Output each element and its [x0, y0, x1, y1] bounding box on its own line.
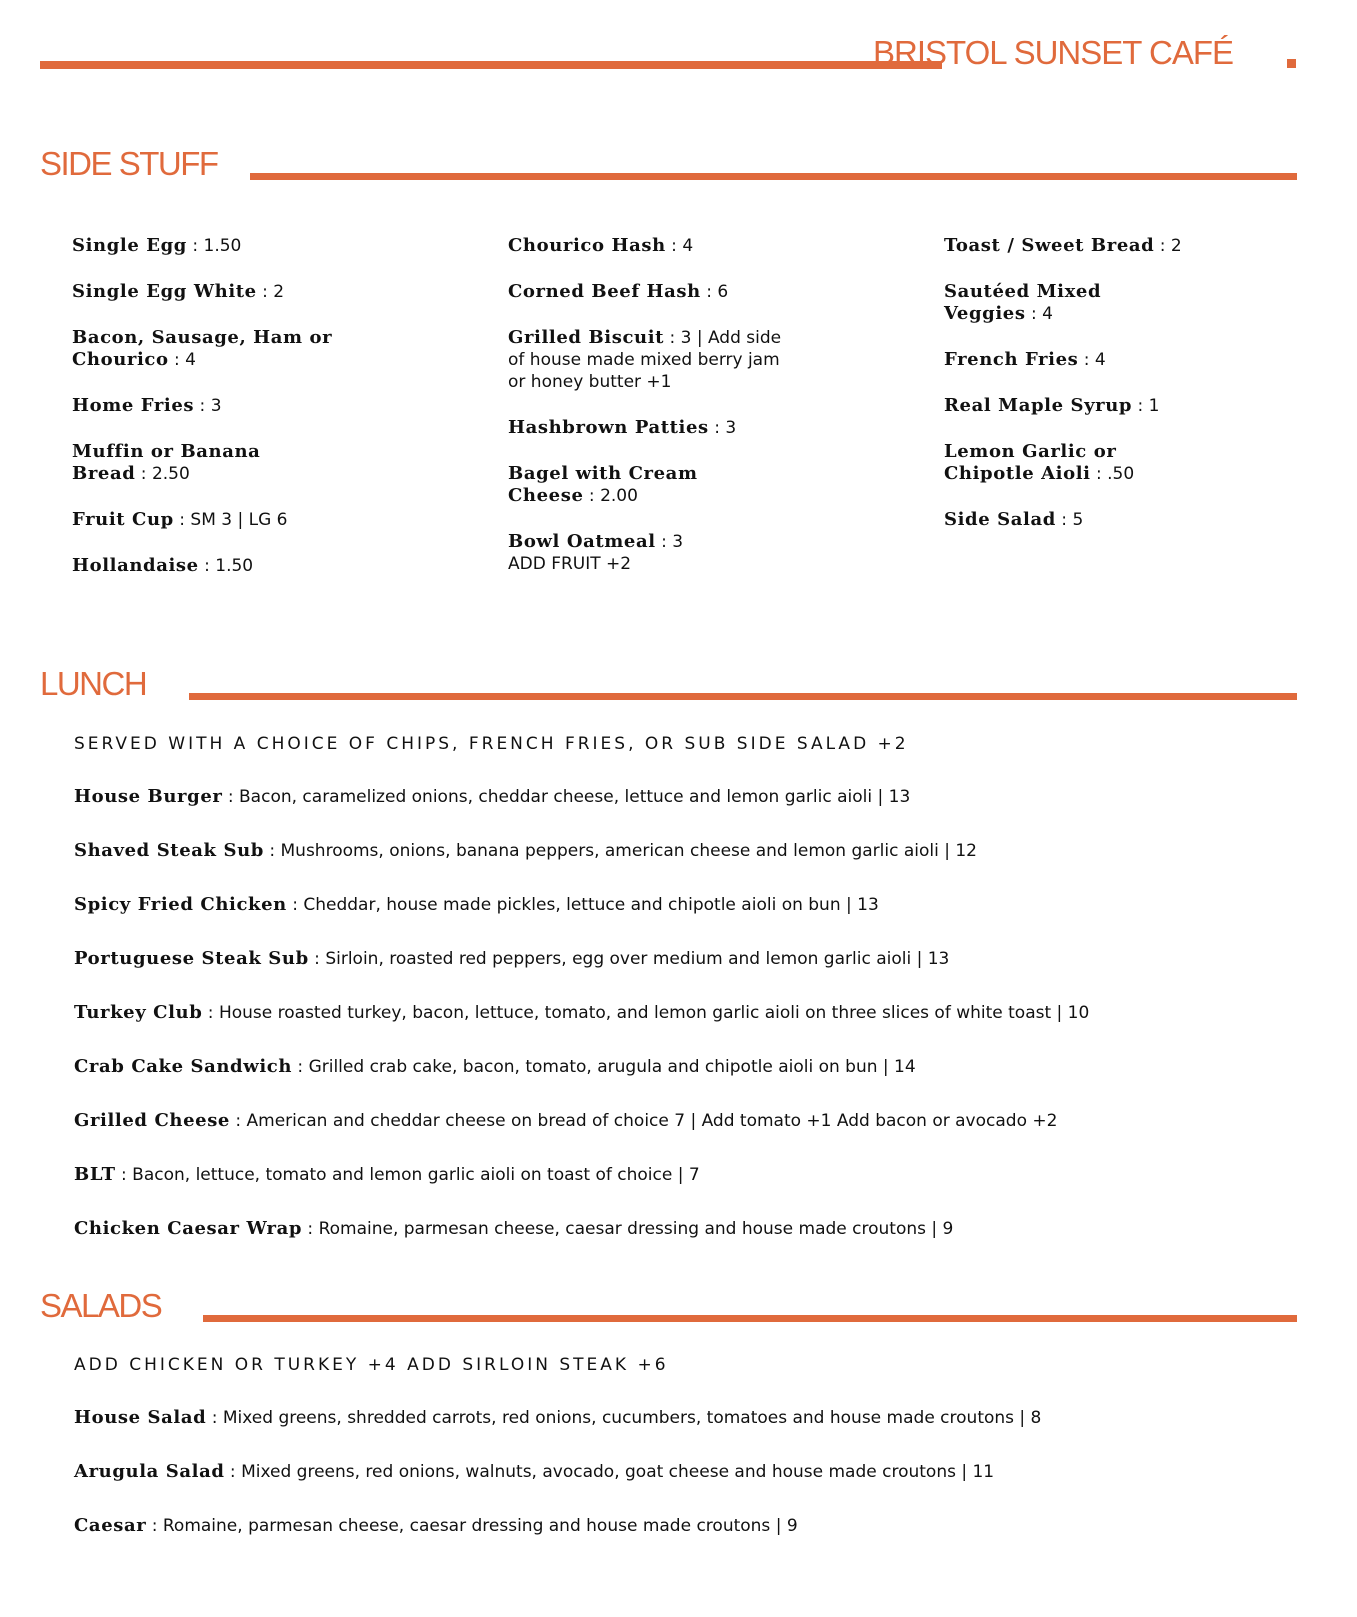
- side-item-name: Hashbrown Patties: [508, 417, 709, 438]
- menu-item-desc: Bacon, lettuce, tomato and lemon garlic aioli on toast of choice | 7: [132, 1165, 700, 1185]
- menu-item-name: Chicken Caesar Wrap: [74, 1218, 303, 1239]
- side-item: Hashbrown Patties : 3: [508, 417, 737, 438]
- menu-item-desc: Romaine, parmesan cheese, caesar dressing and house made croutons | 9: [162, 1516, 798, 1536]
- side-item-price: 5: [1072, 510, 1084, 530]
- menu-row: Arugula Salad : Mixed greens, red onions, walnuts, avocado, goat cheese and house made croutons | 11: [74, 1461, 995, 1482]
- menu-item-desc: Bacon, caramelized onions, cheddar cheese, lettuce and lemon garlic aioli | 13: [239, 787, 911, 807]
- side-item-price: 3 | Add side of house made mixed berry jam or honey butter +1: [508, 328, 782, 392]
- menu-row: Crab Cake Sandwich : Grilled crab cake, bacon, tomato, arugula and chipotle aioli on bun | 14: [74, 1056, 916, 1077]
- side-item-name: Toast / Sweet Bread: [944, 235, 1155, 256]
- lunch-items: [74, 786, 1304, 1272]
- side-column-2: [508, 235, 798, 599]
- lunch-heading-block: [40, 660, 1297, 700]
- menu-item-desc: Romaine, parmesan cheese, caesar dressing and house made croutons | 9: [318, 1219, 954, 1239]
- side-item-price: 2.00: [600, 486, 638, 506]
- side-item-name: Hollandaise: [72, 555, 199, 576]
- side-item-name: Side Salad: [944, 509, 1056, 530]
- side-item-price: 2.50: [151, 464, 190, 484]
- side-item-name: Real Maple Syrup: [944, 395, 1133, 416]
- side-item-price: 2: [1170, 236, 1182, 256]
- menu-row: Portuguese Steak Sub : Sirloin, roasted red peppers, egg over medium and lemon garlic aioli | 13: [74, 948, 950, 969]
- side-item-price: SM 3 | LG 6: [190, 510, 288, 530]
- side-column-1: [72, 235, 372, 601]
- menu-item-desc: Mushrooms, onions, banana peppers, american cheese and lemon garlic aioli | 12: [280, 841, 978, 861]
- side-item: Bowl Oatmeal : 3 ADD FRUIT +2: [508, 531, 684, 574]
- side-item-name: Lemon Garlic or Chipotle Aioli: [944, 441, 1117, 484]
- side-item: Fruit Cup : SM 3 | LG 6: [72, 509, 288, 530]
- side-stuff-rule: [250, 173, 1297, 180]
- side-item-price: 4: [1042, 304, 1053, 324]
- side-item-price: 6: [717, 282, 729, 302]
- side-item-name: Home Fries: [72, 395, 195, 416]
- side-item: Single Egg White : 2: [72, 281, 285, 302]
- side-item-name: Grilled Biscuit: [508, 327, 665, 348]
- side-item-price: 1.50: [215, 556, 254, 576]
- side-item-name: Corned Beef Hash: [508, 281, 701, 302]
- side-item: Toast / Sweet Bread : 2: [944, 235, 1182, 256]
- header-rule: [40, 61, 942, 69]
- side-item: Muffin or Banana Bread : 2.50: [72, 441, 261, 484]
- side-item-note: ADD FRUIT +2: [508, 554, 632, 574]
- side-item-name: Fruit Cup: [72, 509, 174, 530]
- side-item: Hollandaise : 1.50: [72, 555, 254, 576]
- side-item-price: 1.50: [203, 236, 242, 256]
- menu-item-desc: Sirloin, roasted red peppers, egg over medium and lemon garlic aioli | 13: [325, 949, 950, 969]
- side-item-name: French Fries: [944, 349, 1079, 370]
- menu-item-desc: Grilled crab cake, bacon, tomato, arugula and chipotle aioli on bun | 14: [308, 1057, 916, 1077]
- salads-subtitle: ADD CHICKEN OR TURKEY +4 ADD SIRLOIN STEAK +6: [74, 1355, 669, 1375]
- brand-title: BRISTOL SUNSET CAFÉ: [873, 34, 1233, 71]
- side-item: Single Egg : 1.50: [72, 235, 242, 256]
- side-item: Real Maple Syrup : 1: [944, 395, 1160, 416]
- menu-item-name: Caesar: [74, 1515, 147, 1536]
- menu-item-desc: Cheddar, house made pickles, lettuce and chipotle aioli on bun | 13: [303, 895, 879, 915]
- side-item-name: Chourico Hash: [508, 235, 666, 256]
- side-item: Lemon Garlic or Chipotle Aioli : .50: [944, 441, 1135, 484]
- side-item-name: Muffin or Banana Bread: [72, 441, 261, 484]
- side-item: French Fries : 4: [944, 349, 1106, 370]
- side-item-name: Bacon, Sausage, Ham or Chourico: [72, 327, 333, 370]
- menu-item-name: Arugula Salad: [74, 1461, 225, 1482]
- menu-row: Caesar : Romaine, parmesan cheese, caesar dressing and house made croutons | 9: [74, 1515, 798, 1536]
- side-item-price: 3: [672, 532, 684, 552]
- section-title-side-stuff: SIDE STUFF: [40, 145, 218, 182]
- side-item-name: Bagel with Cream Cheese: [508, 463, 698, 506]
- side-item-price: 4: [185, 350, 196, 370]
- salad-items: [74, 1407, 1304, 1569]
- side-item-name: Bowl Oatmeal: [508, 531, 656, 552]
- menu-item-desc: Mixed greens, shredded carrots, red onions, cucumbers, tomatoes and house made croutons | 8: [222, 1408, 1042, 1428]
- menu-row: House Burger : Bacon, caramelized onions, cheddar cheese, lettuce and lemon garlic aioli | 13: [74, 786, 911, 807]
- menu-item-desc: House roasted turkey, bacon, lettuce, tomato, and lemon garlic aioli on three slices of white toast | 10: [218, 1003, 1090, 1023]
- menu-item-name: Shaved Steak Sub: [74, 840, 264, 861]
- menu-item-name: Crab Cake Sandwich: [74, 1056, 293, 1077]
- side-item-name: Single Egg White: [72, 281, 257, 302]
- side-item: Grilled Biscuit : 3 | Add side of house made mixed berry jam or honey butter +1: [508, 327, 782, 392]
- menu-item-name: Turkey Club: [74, 1002, 203, 1023]
- brand-square-mark: [1287, 59, 1296, 68]
- menu-row: BLT : Bacon, lettuce, tomato and lemon garlic aioli on toast of choice | 7: [74, 1164, 700, 1185]
- side-column-3: [944, 235, 1244, 555]
- side-item-price: 2: [273, 282, 285, 302]
- menu-row: Chicken Caesar Wrap : Romaine, parmesan cheese, caesar dressing and house made croutons | 9: [74, 1218, 954, 1239]
- side-item: Bacon, Sausage, Ham or Chourico : 4: [72, 327, 333, 370]
- side-item-name: Sautéed Mixed Veggies: [944, 281, 1102, 324]
- side-item: Chourico Hash : 4: [508, 235, 694, 256]
- side-item-price: .50: [1107, 464, 1135, 484]
- lunch-rule: [189, 693, 1297, 700]
- section-title-lunch: LUNCH: [40, 665, 147, 702]
- side-item: Side Salad : 5: [944, 509, 1084, 530]
- side-item: Corned Beef Hash : 6: [508, 281, 729, 302]
- side-item-name: Single Egg: [72, 235, 187, 256]
- menu-item-name: House Salad: [74, 1407, 207, 1428]
- menu-row: Turkey Club : House roasted turkey, bacon, lettuce, tomato, and lemon garlic aioli on three slices of white toast | 10: [74, 1002, 1090, 1023]
- side-item-price: 3: [210, 396, 222, 416]
- side-item-price: 4: [1094, 350, 1106, 370]
- menu-item-name: Portuguese Steak Sub: [74, 948, 309, 969]
- menu-row: Grilled Cheese : American and cheddar cheese on bread of choice 7 | Add tomato +1 Add bacon or avocado +2: [74, 1110, 1058, 1131]
- side-item: Sautéed Mixed Veggies : 4: [944, 281, 1102, 324]
- salads-heading-block: [40, 1282, 1297, 1322]
- side-item: Bagel with Cream Cheese : 2.00: [508, 463, 698, 506]
- side-item-price: 3: [725, 418, 737, 438]
- menu-item-name: House Burger: [74, 786, 223, 807]
- side-item: Home Fries : 3: [72, 395, 222, 416]
- menu-item-name: Grilled Cheese: [74, 1110, 230, 1131]
- side-item-price: 1: [1148, 396, 1160, 416]
- menu-item-name: Spicy Fried Chicken: [74, 894, 287, 915]
- side-stuff-heading-block: [40, 140, 1297, 180]
- menu-row: Shaved Steak Sub : Mushrooms, onions, banana peppers, american cheese and lemon garlic aioli | 12: [74, 840, 978, 861]
- menu-item-desc: Mixed greens, red onions, walnuts, avocado, goat cheese and house made croutons | 11: [241, 1462, 995, 1482]
- menu-row: House Salad : Mixed greens, shredded carrots, red onions, cucumbers, tomatoes and house made croutons | 8: [74, 1407, 1042, 1428]
- lunch-subtitle: SERVED WITH A CHOICE OF CHIPS, FRENCH FRIES, OR SUB SIDE SALAD +2: [74, 734, 909, 754]
- menu-row: Spicy Fried Chicken : Cheddar, house made pickles, lettuce and chipotle aioli on bun | 13: [74, 894, 879, 915]
- salads-rule: [203, 1315, 1297, 1322]
- section-title-salads: SALADS: [40, 1287, 162, 1324]
- side-item-price: 4: [682, 236, 694, 256]
- menu-item-desc: American and cheddar cheese on bread of choice 7 | Add tomato +1 Add bacon or avocado +2: [246, 1111, 1058, 1131]
- menu-item-name: BLT: [74, 1164, 116, 1185]
